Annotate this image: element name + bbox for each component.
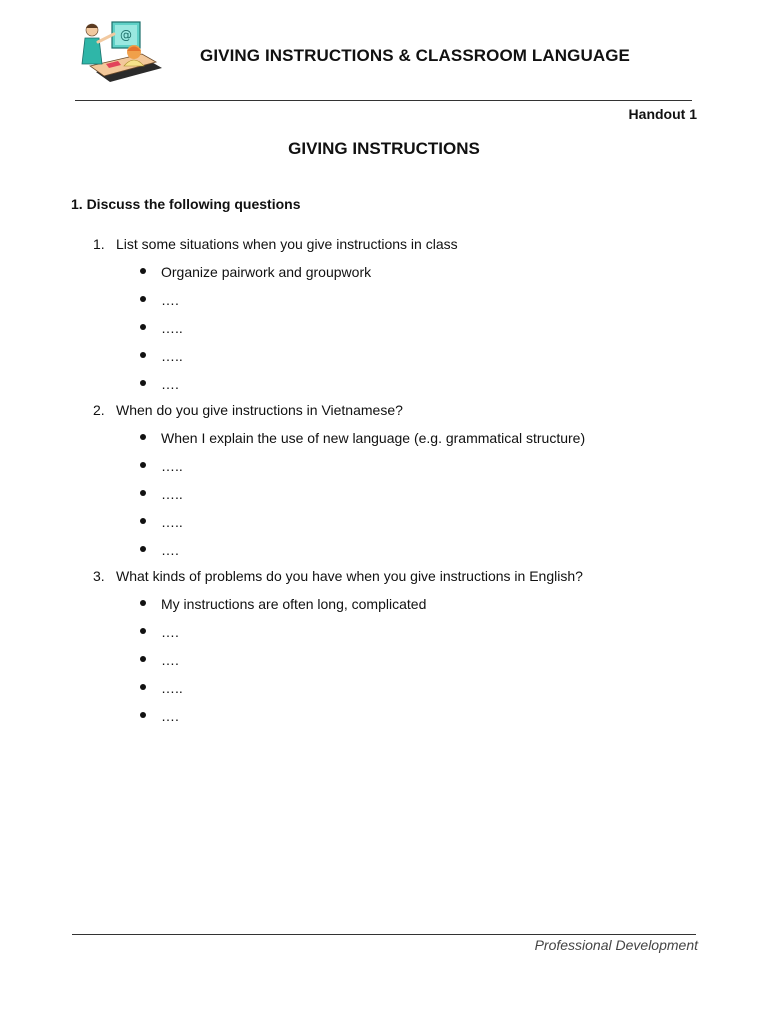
- bullet-icon: [140, 296, 146, 302]
- answer-text: ….: [161, 376, 179, 392]
- footer-text: Professional Development: [534, 937, 698, 953]
- answer-item: [93, 614, 713, 642]
- question-text: When do you give instructions in Vietnamese?: [116, 402, 403, 418]
- bullet-icon: [140, 380, 146, 386]
- answer-item: [93, 670, 713, 698]
- document-header-title: GIVING INSTRUCTIONS & CLASSROOM LANGUAGE: [200, 46, 630, 65]
- answer-text: ….: [161, 708, 179, 724]
- answer-text: …..: [161, 320, 183, 336]
- bullet-icon: [140, 324, 146, 330]
- answer-item: [93, 254, 713, 282]
- question-number: 1.: [93, 236, 105, 252]
- question-item: [93, 566, 713, 726]
- svg-text:@: @: [120, 28, 132, 42]
- answer-item: [93, 420, 713, 448]
- bullet-icon: [140, 518, 146, 524]
- answer-item: [93, 698, 713, 726]
- answer-item: [93, 310, 713, 338]
- bullet-icon: [140, 546, 146, 552]
- bullet-icon: [140, 600, 146, 606]
- answer-item: [93, 642, 713, 670]
- bullet-icon: [140, 462, 146, 468]
- page-title: GIVING INSTRUCTIONS: [288, 139, 480, 158]
- answer-item: [93, 448, 713, 476]
- question-list: [93, 234, 713, 726]
- question-number: 3.: [93, 568, 105, 584]
- section-heading: 1. Discuss the following questions: [71, 196, 301, 212]
- answer-list: [93, 420, 713, 560]
- bullet-icon: [140, 656, 146, 662]
- answer-item: [93, 504, 713, 532]
- bullet-icon: [140, 684, 146, 690]
- answer-text: …..: [161, 348, 183, 364]
- answer-item: [93, 366, 713, 394]
- teacher-clipart-icon: [76, 20, 164, 86]
- question-number: 2.: [93, 402, 105, 418]
- header-divider: [75, 100, 692, 101]
- answer-item: [93, 476, 713, 504]
- answer-item: [93, 338, 713, 366]
- question-text: List some situations when you give instructions in class: [116, 236, 458, 252]
- footer-divider: [72, 934, 696, 935]
- answer-text: …..: [161, 458, 183, 474]
- answer-text: ….: [161, 542, 179, 558]
- bullet-icon: [140, 434, 146, 440]
- handout-label: Handout 1: [628, 106, 697, 122]
- answer-text: ….: [161, 652, 179, 668]
- bullet-icon: [140, 628, 146, 634]
- answer-text: ….: [161, 292, 179, 308]
- question-text: What kinds of problems do you have when you give instructions in English?: [116, 568, 583, 584]
- answer-text: …..: [161, 514, 183, 530]
- question-item: [93, 400, 713, 566]
- answer-list: [93, 586, 713, 726]
- bullet-icon: [140, 352, 146, 358]
- answer-item: [93, 282, 713, 310]
- answer-text: …..: [161, 680, 183, 696]
- answer-list: [93, 254, 713, 394]
- answer-text: My instructions are often long, complicated: [161, 596, 427, 612]
- answer-item: [93, 532, 713, 560]
- answer-text: ….: [161, 624, 179, 640]
- bullet-icon: [140, 268, 146, 274]
- answer-text: Organize pairwork and groupwork: [161, 264, 372, 280]
- answer-text: …..: [161, 486, 183, 502]
- answer-text: When I explain the use of new language (e.g. grammatical structure): [161, 430, 586, 446]
- bullet-icon: [140, 712, 146, 718]
- question-item: [93, 234, 713, 400]
- answer-item: [93, 586, 713, 614]
- bullet-icon: [140, 490, 146, 496]
